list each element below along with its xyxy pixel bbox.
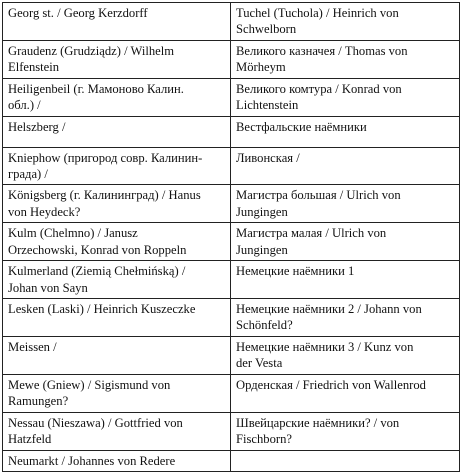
table-cell-right: Вестфальские наёмники (231, 116, 460, 147)
table-cell-left: Georg st. / Georg Kerzdorff (3, 3, 231, 41)
table-cell-left: Meissen / (3, 336, 231, 374)
table-row (3, 412, 460, 450)
banners-table (2, 2, 460, 472)
table-cell-right: Швейцарские наёмники? / von Fischborn? (231, 412, 460, 450)
table-cell-right: Великого казначея / Thomas von Mörheym (231, 40, 460, 78)
table-cell-left: Helszberg / (3, 116, 231, 147)
table-cell-left: Neumarkt / Johannes von Redere (3, 450, 231, 471)
table-row (3, 261, 460, 299)
table-row (3, 299, 460, 337)
table-cell-right: Ливонская / (231, 147, 460, 185)
table-cell-left: Kniephow (пригород совр. Калинин- града) / (3, 147, 231, 185)
table-row (3, 223, 460, 261)
table-row (3, 336, 460, 374)
table-cell-right: Магистра малая / Ulrich von Jungingen (231, 223, 460, 261)
table-cell-left: Mewe (Gniew) / Sigismund von Ramungen? (3, 374, 231, 412)
table-cell-left: Heiligenbeil (г. Мамоново Калин. обл.) / (3, 78, 231, 116)
table-cell-right: Немецкие наёмники 3 / Kunz von der Vesta (231, 336, 460, 374)
table-row (3, 374, 460, 412)
table-row (3, 78, 460, 116)
table-cell-right: Орденская / Friedrich von Wallenrod (231, 374, 460, 412)
table-row (3, 185, 460, 223)
table-row (3, 116, 460, 147)
table-cell-right: Магистра большая / Ulrich von Jungingen (231, 185, 460, 223)
table-row (3, 450, 460, 471)
table-cell-right: Великого комтура / Konrad von Lichtenstein (231, 78, 460, 116)
table-cell-right: Немецкие наёмники 2 / Johann von Schönfeld? (231, 299, 460, 337)
table-cell-right (231, 450, 460, 471)
table-cell-right: Tuchel (Tuchola) / Heinrich von Schwelborn (231, 3, 460, 41)
table-row (3, 3, 460, 41)
table-cell-right: Немецкие наёмники 1 (231, 261, 460, 299)
table-row (3, 40, 460, 78)
table-row (3, 147, 460, 185)
table-cell-left: Graudenz (Grudziądz) / Wilhelm Elfenstein (3, 40, 231, 78)
table-cell-left: Kulmerland (Ziemią Chełmińską) / Johan von Sayn (3, 261, 231, 299)
table-cell-left: Kulm (Chelmno) / Janusz Orzechowski, Konrad von Roppeln (3, 223, 231, 261)
table-cell-left: Nessau (Nieszawa) / Gottfried von Hatzfeld (3, 412, 231, 450)
table-cell-left: Lesken (Laski) / Heinrich Kuszeczke (3, 299, 231, 337)
table-cell-left: Königsberg (г. Калининград) / Hanus von Heydeck? (3, 185, 231, 223)
